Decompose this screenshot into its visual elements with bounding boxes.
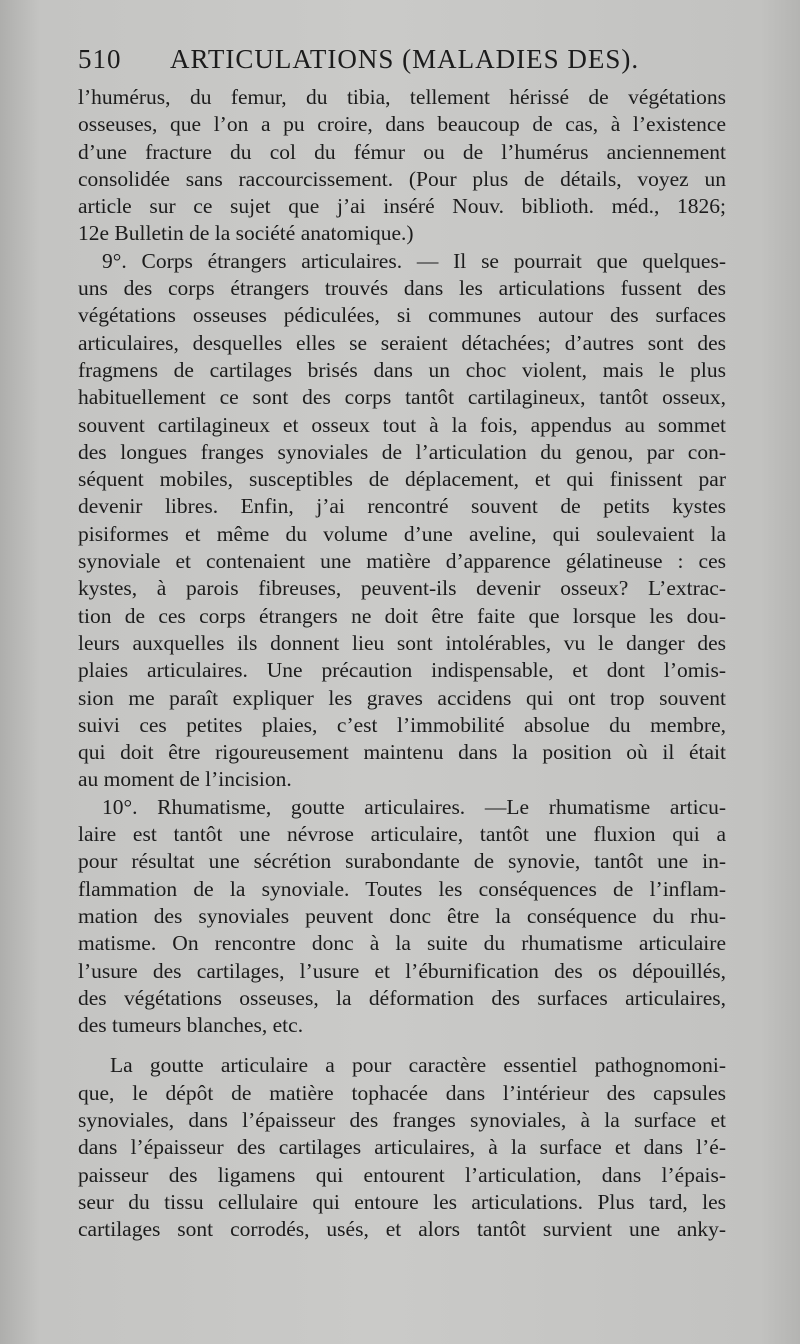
text-line: habituellement ce sont des corps tantôt cartilagineux, tantôt osseux, (78, 385, 726, 410)
page-number: 510 (78, 44, 122, 74)
text-line: d’une fracture du col du fémur ou de l’humérus anciennement (78, 139, 726, 164)
text-line: cartilages sont corrodés, usés, et alors tantôt survient une anky- (78, 1217, 726, 1242)
text-line: kystes, à parois fibreuses, peuvent-ils devenir osseux? L’extrac- (78, 576, 726, 601)
text-line: uns des corps étrangers trouvés dans les articulations fussent des (78, 276, 726, 301)
body-text (78, 84, 726, 1243)
text-line: sion me paraît expliquer les graves accidens qui ont trop souvent (78, 685, 726, 710)
text-line: pisiformes et même du volume d’une aveline, qui soulevaient la (78, 521, 726, 546)
text-line: 12e Bulletin de la société anatomique.) (78, 221, 414, 246)
text-line: fragmens de cartilages brisés dans un choc violent, mais le plus (78, 357, 726, 382)
text-line: l’humérus, du femur, du tibia, tellement hérissé de végétations (78, 85, 726, 109)
text-line: des tumeurs blanches, etc. (78, 1013, 304, 1038)
text-line: des végétations osseuses, la déformation des surfaces articulaires, (78, 985, 726, 1010)
text-line: leurs auxquelles ils donnent lieu sont intolérables, vu le danger des (78, 630, 726, 655)
text-line: consolidée sans raccourcissement. (Pour plus de détails, voyez un (78, 166, 726, 191)
text-line: tion de ces corps étrangers ne doit être faite que lorsque les dou- (78, 603, 726, 628)
text-line: article sur ce sujet que j’ai inséré Nouv. biblioth. méd., 1826; (78, 194, 726, 219)
text-line: l’usure des cartilages, l’usure et l’éburnification des os dépouillés, (78, 958, 726, 983)
text-line: laire est tantôt une névrose articulaire, tantôt une fluxion qui a (78, 822, 726, 847)
text-line: flammation de la synoviale. Toutes les conséquences de l’inflam- (78, 876, 726, 901)
text-line: suivi ces petites plaies, c’est l’immobilité absolue du membre, (78, 712, 726, 737)
running-title: ARTICULATIONS (MALADIES DES). (170, 44, 640, 74)
text-line: articulaires, desquelles elles se seraient détachées; d’autres sont des (78, 330, 726, 355)
text-line: au moment de l’incision. (78, 767, 292, 792)
text-line: plaies articulaires. Une précaution indispensable, et dont l’omis- (78, 658, 726, 683)
text-line: végétations osseuses pédiculées, si communes autour des surfaces (78, 303, 726, 328)
text-line: qui doit être rigoureusement maintenu dans la position où il était (78, 740, 726, 765)
text-line: matisme. On rencontre donc à la suite du rhumatisme articulaire (78, 931, 726, 956)
text-line: souvent cartilagineux et osseux tout à la fois, appendus au sommet (78, 412, 726, 437)
text-line: dans l’épaisseur des cartilages articulaires, à la surface et dans l’é- (78, 1135, 726, 1160)
text-line: 9°. Corps étrangers articulaires. — Il se pourrait que quelques- (102, 248, 726, 273)
text-line: La goutte articulaire a pour caractère essentiel pathognomoni- (110, 1053, 726, 1078)
text-line: séquent mobiles, susceptibles de déplacement, et qui finissent par (78, 467, 726, 492)
text-line: devenir libres. Enfin, j’ai rencontré souvent de petits kystes (78, 494, 726, 519)
text-line: paisseur des ligamens qui entourent l’articulation, dans l’épais- (78, 1162, 726, 1187)
text-line: pour résultat une sécrétion surabondante de synovie, tantôt une in- (78, 849, 726, 874)
text-line: mation des synoviales peuvent donc être la conséquence du rhu- (78, 903, 726, 928)
text-line: synoviale et contenaient une matière d’apparence gélatineuse : ces (78, 549, 726, 574)
text-line: des longues franges synoviales de l’articulation du genou, par con- (78, 439, 726, 464)
text-line: seur du tissu cellulaire qui entoure les articulations. Plus tard, les (78, 1189, 726, 1214)
text-line: que, le dépôt de matière tophacée dans l’intérieur des capsules (78, 1080, 726, 1105)
page-header (78, 44, 738, 78)
text-line: synoviales, dans l’épaisseur des franges synoviales, à la surface et (78, 1107, 726, 1132)
text-line: osseuses, que l’on a pu croire, dans beaucoup de cas, à l’existence (78, 112, 726, 137)
text-line: 10°. Rhumatisme, goutte articulaires. —Le rhumatisme articu- (102, 794, 726, 819)
